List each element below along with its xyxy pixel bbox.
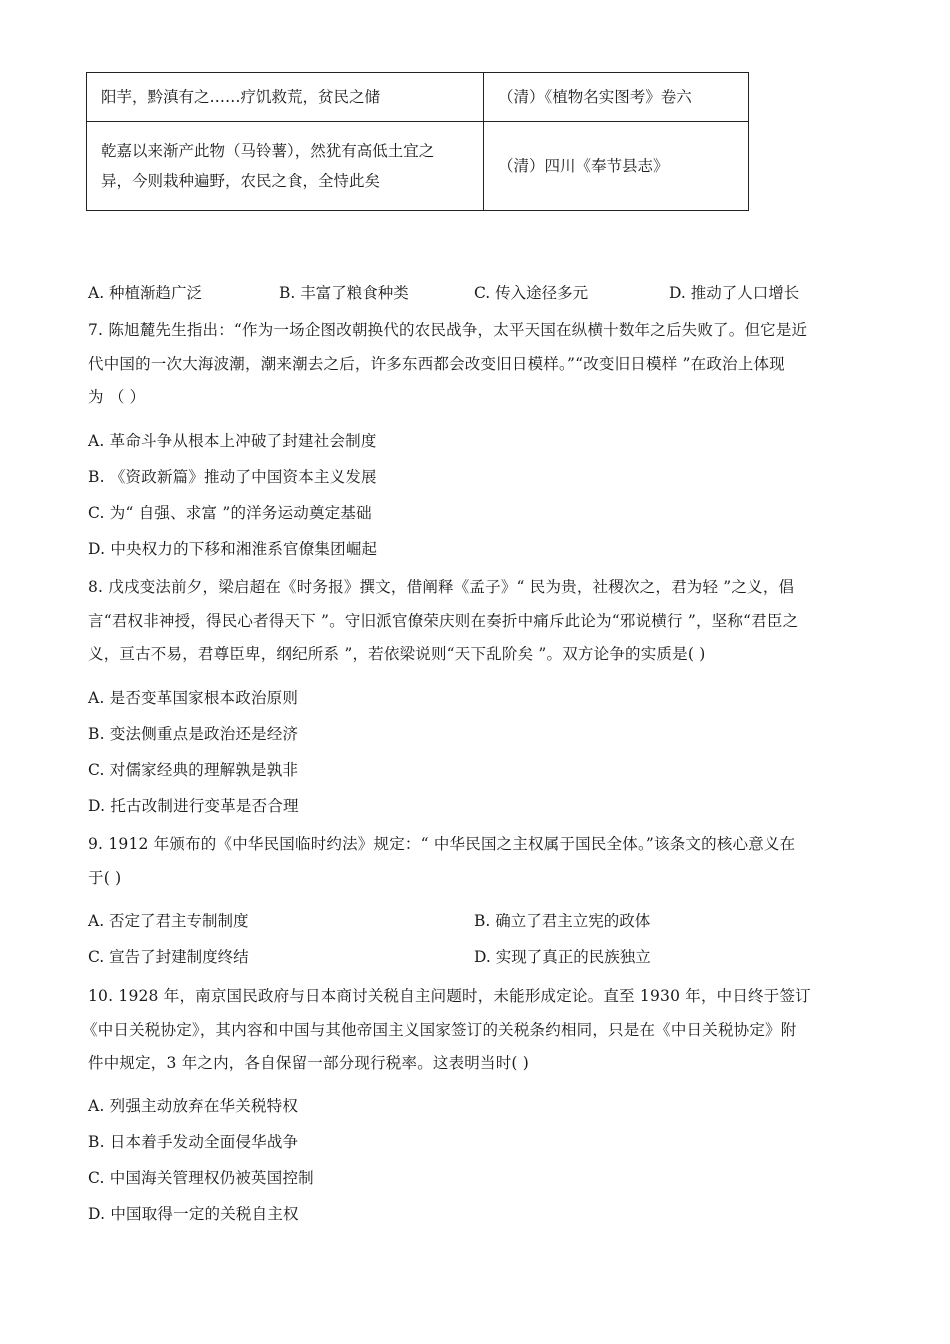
q8-option-a[interactable]: A. 是否变革国家根本政治原则	[88, 689, 299, 707]
q8-stem-line: 言“君权非神授，得民心者得天下 ”。守旧派官僚荣庆则在奏折中痛斥此论为“邪说横行 ”，坚称“君臣之	[88, 612, 799, 630]
q10-option-d[interactable]: D. 中国取得一定的关税自主权	[88, 1205, 299, 1223]
q7-stem-line: 代中国的一次大海波潮，潮来潮去之后，许多东西都会改变旧日模样。”“改变旧日模样 ”在政治上体现	[88, 355, 785, 373]
q9-option-d[interactable]: D. 实现了真正的民族独立	[474, 948, 651, 966]
table-cell-text	[87, 122, 484, 211]
q8-stem-line: 义，亘古不易，君尊臣卑，纲纪所系 ”，若依梁说则“天下乱阶矣 ”。双方论争的实质是( )	[88, 645, 706, 663]
q6-option-a[interactable]: A. 种植渐趋广泛	[88, 284, 203, 302]
q8-option-b[interactable]: B. 变法侧重点是政治还是经济	[88, 725, 299, 743]
table-cell-source	[484, 73, 749, 122]
table-row	[87, 73, 749, 122]
q7-stem-line: 7. 陈旭麓先生指出：“作为一场企图改朝换代的农民战争，太平天国在纵横十数年之后失败了。但它是近	[88, 321, 808, 339]
q7-stem-line: 为 （ ）	[88, 388, 146, 406]
q6-option-b[interactable]: B. 丰富了粮食种类	[279, 284, 409, 302]
q9-stem-line: 于( )	[88, 869, 122, 887]
q8-option-c[interactable]: C. 对儒家经典的理解孰是孰非	[88, 761, 299, 779]
q10-option-a[interactable]: A. 列强主动放弃在华关税特权	[88, 1097, 299, 1115]
q9-option-c[interactable]: C. 宣告了封建制度终结	[88, 948, 249, 966]
table-cell-text	[87, 73, 484, 122]
table-cell-source	[484, 122, 749, 211]
q10-option-b[interactable]: B. 日本着手发动全面侵华战争	[88, 1133, 299, 1151]
table-row	[87, 122, 749, 211]
q7-option-a[interactable]: A. 革命斗争从根本上冲破了封建社会制度	[88, 432, 377, 450]
table-text-line: 阳芋，黔滇有之……疗饥救荒，贫民之储	[101, 88, 381, 106]
q6-option-d[interactable]: D. 推动了人口增长	[669, 284, 800, 302]
q8-option-d[interactable]: D. 托古改制进行变革是否合理	[88, 797, 299, 815]
q7-option-c[interactable]: C. 为“ 自强、求富 ”的洋务运动奠定基础	[88, 504, 372, 522]
q6-option-c[interactable]: C. 传入途径多元	[474, 284, 589, 302]
q9-option-a[interactable]: A. 否定了君主专制制度	[88, 912, 249, 930]
q7-option-b[interactable]: B. 《资政新篇》推动了中国资本主义发展	[88, 468, 377, 486]
q9-option-b[interactable]: B. 确立了君主立宪的政体	[474, 912, 651, 930]
source-table	[86, 72, 749, 211]
q10-stem-line: 件中规定，3 年之内，各自保留一部分现行税率。这表明当时( )	[88, 1054, 530, 1072]
table-text-line: 异，今则栽种遍野，农民之食，全恃此矣	[101, 172, 381, 190]
q7-option-d[interactable]: D. 中央权力的下移和湘淮系官僚集团崛起	[88, 540, 378, 558]
q8-stem-line: 8. 戊戌变法前夕，梁启超在《时务报》撰文，借阐释《孟子》“ 民为贵，社稷次之，君为轻 ”之义，倡	[88, 578, 795, 596]
q10-option-c[interactable]: C. 中国海关管理权仍被英国控制	[88, 1169, 314, 1187]
table-text-line: 乾嘉以来渐产此物（马铃薯），然犹有高低土宜之	[101, 142, 435, 160]
q9-stem-line: 9. 1912 年颁布的《中华民国临时约法》规定：“ 中华民国之主权属于国民全体。”该条文的核心意义在	[88, 835, 796, 853]
q10-stem-line: 《中日关税协定》，其内容和中国与其他帝国主义国家签订的关税条约相同，只是在《中日关税协定》附	[82, 1021, 797, 1039]
table-source: （清）四川《奉节县志》	[498, 157, 669, 175]
table-source: （清）《植物名实图考》卷六	[498, 88, 692, 106]
q10-stem-line: 10. 1928 年，南京国民政府与日本商讨关税自主问题时，未能形成定论。直至 1930 年，中日终于签订	[88, 987, 811, 1005]
